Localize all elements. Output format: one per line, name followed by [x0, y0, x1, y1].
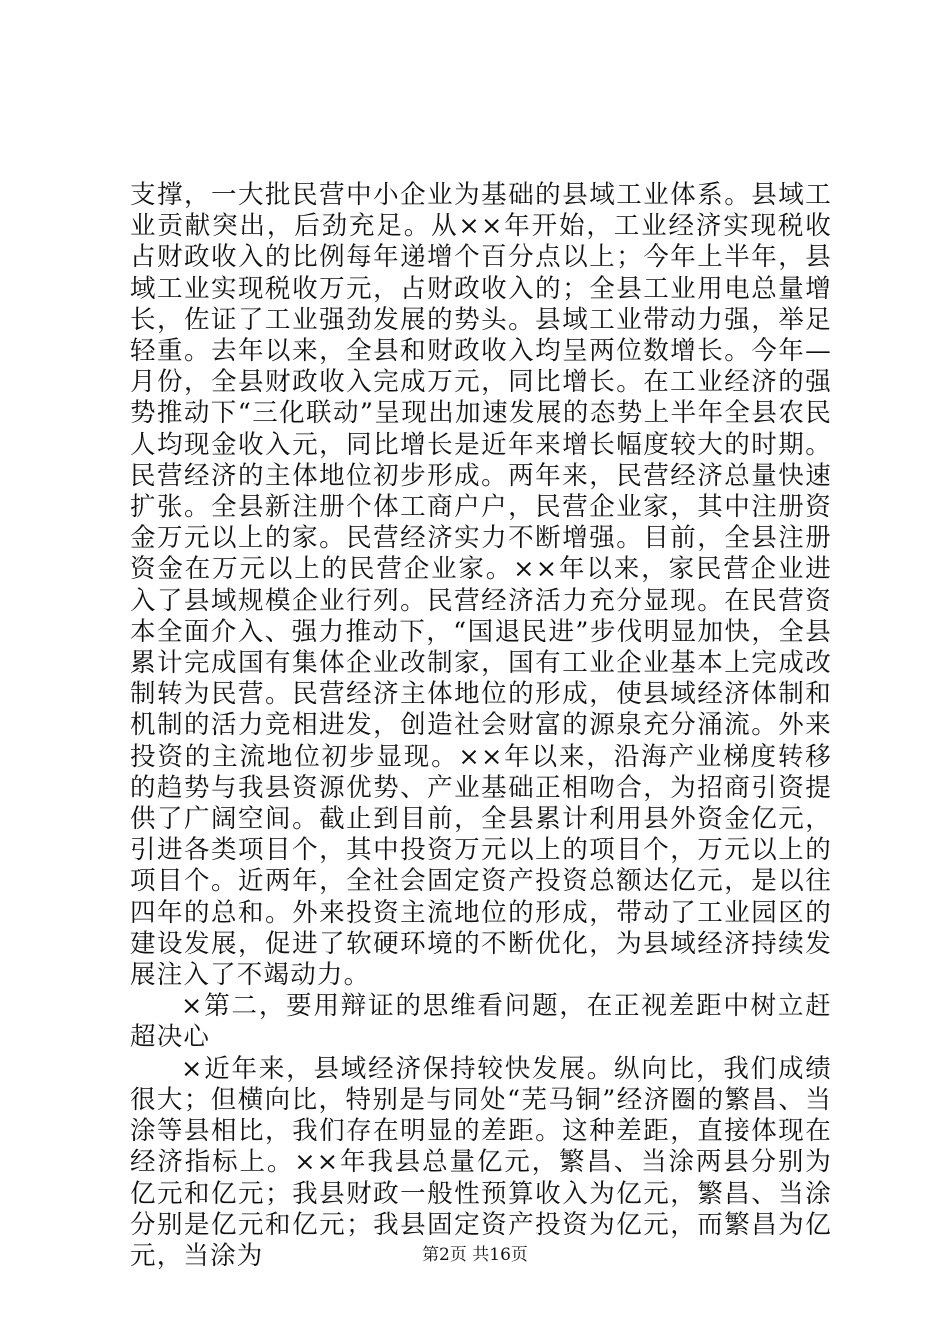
paragraph-2-heading: ×第二，要用辩证的思维看问题，在正视差距中树立赶超决心 [130, 991, 832, 1053]
paragraph-3: ×近年来，县域经济保持较快发展。纵向比，我们成绩很大；但横向比，特别是与同处“芜马铜”经济圈的繁昌、当涂等县相比，我们存在明显的差距。这种差距，直接体现在经济指标上。××年我县总量亿元，繁昌、当涂两县分别为亿元和亿元；我县财政一般性预算收入为亿元，繁昌、当涂分别是亿元和亿元；我县固定资产投资为亿元，而繁昌为亿元，当涂为 [130, 1053, 832, 1271]
page-footer: 第2页 共16页 [422, 1245, 528, 1265]
document-body [130, 180, 832, 1272]
paragraph-1: 支撑，一大批民营中小企业为基础的县域工业体系。县域工业贡献突出，后劲充足。从××年开始，工业经济实现税收占财政收入的比例每年递增个百分点以上；今年上半年，县域工业实现税收万元，占财政收入的；全县工业用电总量增长，佐证了工业强劲发展的势头。县域工业带动力强，举足轻重。去年以来，全县和财政收入均呈两位数增长。今年—月份，全县财政收入完成万元，同比增长。在工业经济的强势推动下“三化联动”呈现出加速发展的态势上半年全县农民人均现金收入元，同比增长是近年来增长幅度较大的时期。民营经济的主体地位初步形成。两年来，民营经济总量快速扩张。全县新注册个体工商户户，民营企业家，其中注册资金万元以上的家。民营经济实力不断增强。目前，全县注册资金在万元以上的民营企业家。××年以来，家民营企业进入了县域规模企业行列。民营经济活力充分显现。在民营资本全面介入、强力推动下，“国退民进”步伐明显加快，全县累计完成国有集体企业改制家，国有工业企业基本上完成改制转为民营。民营经济主体地位的形成，使县域经济体制和机制的活力竞相进发，创造社会财富的源泉充分涌流。外来投资的主流地位初步显现。××年以来，沿海产业梯度转移的趋势与我县资源优势、产业基础正相吻合，为招商引资提供了广阔空间。截止到目前，全县累计利用县外资金亿元，引进各类项目个，其中投资万元以上的项目个，万元以上的项目个。近两年，全社会固定资产投资总额达亿元，是以往四年的总和。外来投资主流地位的形成，带动了工业园区的建设发展，促进了软硬环境的不断优化，为县域经济持续发展注入了不竭动力。 [130, 180, 832, 991]
